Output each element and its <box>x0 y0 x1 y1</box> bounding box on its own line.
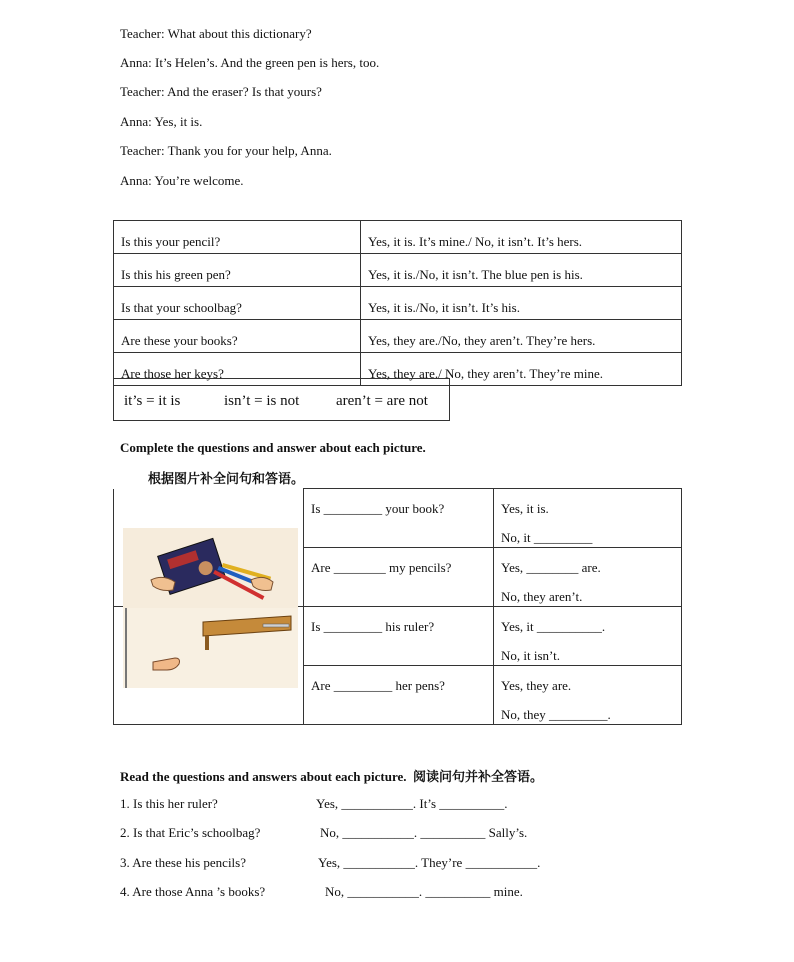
question-text: Is _________ his ruler? <box>311 619 435 634</box>
answer-cell: Yes, it is./No, it isn’t. It’s his. <box>361 287 682 320</box>
question-cell <box>304 548 494 607</box>
question-text: Is _________ your book? <box>311 501 445 516</box>
answer-text: Yes, they are. <box>501 678 572 693</box>
contraction-isnt: isn’t = is not <box>224 393 300 409</box>
section2-title-en: Read the questions and answers about each picture. <box>120 769 407 784</box>
answer-text: Yes, it is. <box>501 501 549 516</box>
answer-cell <box>494 666 682 725</box>
contraction-arent: aren’t = are not <box>336 393 428 409</box>
dialog-line: Anna: You’re welcome. <box>120 173 244 188</box>
answer-text: No, it _________ <box>501 530 593 545</box>
answer-text: Yes, ________ are. <box>501 560 601 575</box>
dialog-line: Teacher: And the eraser? Is that yours? <box>120 84 322 99</box>
table-row <box>114 254 682 287</box>
exercise-question: 4. Are those Anna ’s books? <box>120 884 266 899</box>
exercise-question: 1. Is this her ruler? <box>120 796 218 811</box>
dialog-line: Teacher: Thank you for your help, Anna. <box>120 143 332 158</box>
question-cell <box>304 666 494 725</box>
book-pencils-icon <box>123 528 298 608</box>
question-cell: Is that your schoolbag? <box>114 287 361 320</box>
answer-cell: Yes, it is. It’s mine./ No, it isn’t. It’s hers. <box>361 221 682 254</box>
exercise-question: 2. Is that Eric’s schoolbag? <box>120 825 261 840</box>
question-cell: Are these your books? <box>114 320 361 353</box>
question-cell <box>304 607 494 666</box>
section1-title: Complete the questions and answer about each picture. <box>120 440 426 455</box>
answer-cell: Yes, they are./ No, they aren’t. They’re mine. <box>361 353 682 386</box>
question-text: Are _________ her pens? <box>311 678 445 693</box>
grammar-table <box>113 220 682 386</box>
answer-cell <box>494 489 682 548</box>
answer-text: No, they _________. <box>501 707 611 722</box>
answer-text: Yes, it __________. <box>501 619 606 634</box>
dialog-line: Anna: Yes, it is. <box>120 114 203 129</box>
exercise-answer: Yes, ___________. They’re ___________. <box>318 855 541 870</box>
question-cell: Are those her keys? <box>114 353 361 386</box>
dialog-line: Teacher: What about this dictionary? <box>120 26 312 41</box>
exercise-answer: Yes, ___________. It’s __________. <box>316 796 508 811</box>
exercise-answer: No, ___________. __________ mine. <box>325 884 523 899</box>
question-cell: Is this his green pen? <box>114 254 361 287</box>
answer-text: No, it isn’t. <box>501 648 560 663</box>
question-text: Are ________ my pencils? <box>311 560 452 575</box>
book-pencils-illustration <box>123 528 298 608</box>
answer-cell <box>494 548 682 607</box>
section2-title <box>120 766 543 785</box>
answer-text: No, they aren’t. <box>501 589 583 604</box>
answer-cell: Yes, they are./No, they aren’t. They’re hers. <box>361 320 682 353</box>
question-cell: Is this your pencil? <box>114 221 361 254</box>
dialog-line: Anna: It’s Helen’s. And the green pen is hers, too. <box>120 55 380 70</box>
desk-pointing-hand-icon <box>123 608 298 688</box>
answer-cell: Yes, it is./No, it isn’t. The blue pen is his. <box>361 254 682 287</box>
contractions-box <box>113 378 450 421</box>
exercise-question: 3. Are these his pencils? <box>120 855 246 870</box>
table-row <box>114 287 682 320</box>
section1-title-cn: 根据图片补全问句和答语。 <box>148 471 305 486</box>
table-row <box>114 320 682 353</box>
exercise-answer: No, ___________. __________ Sally’s. <box>320 825 528 840</box>
answer-cell <box>494 607 682 666</box>
contraction-its: it’s = it is <box>124 393 181 409</box>
section2-title-cn: 阅读问句并补全答语。 <box>413 769 544 784</box>
question-cell <box>304 489 494 548</box>
table-row <box>114 221 682 254</box>
ruler-desk-illustration <box>123 608 298 688</box>
